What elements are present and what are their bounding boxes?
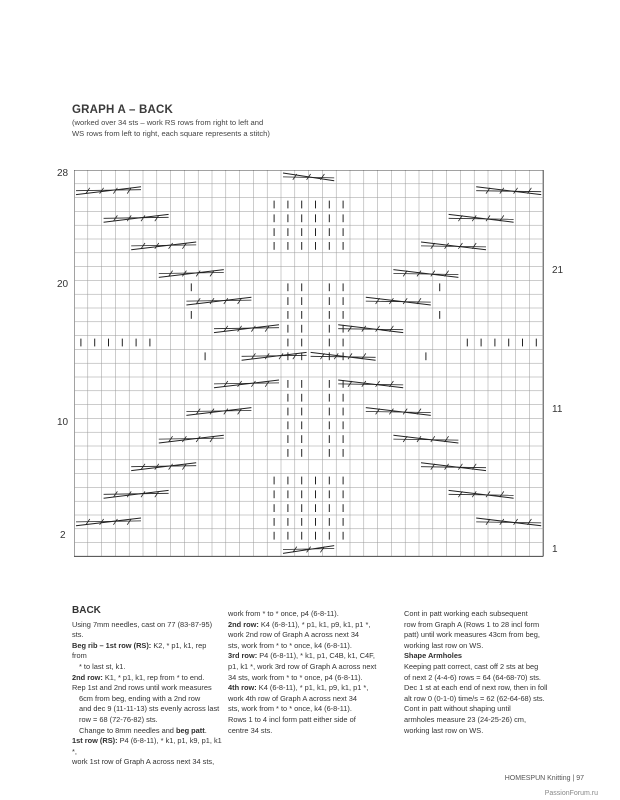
- graph-note-line-2: WS rows from left to right, each square represents a stitch): [72, 129, 270, 138]
- row-label-1: 1: [552, 544, 558, 555]
- stitch-graph: [74, 170, 544, 558]
- c3-line: Keeping patt correct, cast off 2 sts at beg: [404, 661, 539, 671]
- c3-line: armholes measure 23 (24-25-26) cm,: [404, 714, 526, 724]
- cable-symbol: [214, 383, 279, 384]
- row-label-10: 10: [57, 417, 69, 428]
- cable-symbol: [76, 190, 141, 191]
- cable-symbol: [242, 355, 307, 356]
- c3-line: row from Graph A (Rows 1 to 28 incl form: [404, 619, 540, 629]
- c2-line: sts, work from * to * once, k4 (6-8-11).: [228, 640, 352, 650]
- page-footer: HOMESPUN Knitting | 97: [504, 775, 584, 782]
- rib-text: K2, * p1, k1, rep from: [72, 640, 207, 661]
- cable-symbol: [449, 218, 514, 219]
- graph-note-line-1: (worked over 34 sts – work RS rows from right to left and: [72, 118, 264, 127]
- rib-heading: Beg rib – 1st row (RS):: [72, 640, 152, 650]
- armholes-heading: Shape Armholes: [404, 651, 463, 661]
- c3-line: working last row on WS.: [404, 725, 484, 735]
- c2-line: p1, k1 *, work 3rd row of Graph A across next: [228, 661, 377, 671]
- back-heading: BACK: [72, 605, 101, 616]
- cable-symbol: [186, 411, 251, 412]
- c2-row4-heading: 4th row:: [228, 683, 257, 693]
- cable-symbol: [366, 301, 431, 302]
- c3-line: Dec 1 st at each end of next row, then in foll: [404, 683, 548, 693]
- column-1: [72, 606, 222, 768]
- cable-symbol: [366, 412, 431, 413]
- cable-symbol: [159, 438, 224, 439]
- c3-line: Cont in patt without shaping until: [404, 704, 511, 714]
- cable-symbol: [476, 522, 541, 523]
- row-label-11: 11: [552, 404, 563, 415]
- watermark: PassionForum.ru: [544, 790, 598, 797]
- c3-line: patt) until work measures 43cm from beg,: [404, 630, 540, 640]
- row-label-2: 2: [60, 530, 66, 541]
- cable-symbol: [449, 494, 514, 495]
- graph-note: [72, 117, 332, 139]
- cable-symbol: [159, 273, 224, 274]
- cable-symbol: [131, 245, 196, 246]
- cable-symbol: [76, 521, 141, 522]
- row2-text: K1, * p1, k1, rep from * to end.: [102, 672, 205, 682]
- row1-text: P4 (6-8-11), * k1, p1, k9, p1, k1 *,: [72, 736, 222, 756]
- cable-symbol: [338, 329, 403, 330]
- rep-text: Rep 1st and 2nd rows until work measures: [72, 683, 212, 693]
- cable-symbol: [104, 217, 169, 218]
- graph-title: GRAPH A – BACK: [72, 104, 173, 116]
- rep-text-2: 6cm from beg, ending with a 2nd row: [79, 693, 201, 703]
- c2-line: K4 (6-8-11), * p1, k1, p9, k1, p1 *,: [258, 619, 371, 629]
- c2-row2-heading: 2nd row:: [228, 619, 259, 629]
- cable-symbol: [393, 274, 458, 275]
- c3-line: alt row 0 (0-1-0) time/s = 62 (62-64-68) sts.: [404, 693, 545, 703]
- cast-on-text: Using 7mm needles, cast on 77 (83-87-95) sts.: [72, 619, 213, 640]
- rib-text-2: * to last st, k1.: [79, 661, 126, 671]
- c3-line: working last row on WS.: [404, 640, 484, 650]
- cable-symbol: [338, 384, 403, 385]
- change-text: Change to 8mm needles and: [79, 725, 176, 735]
- c2-row3-heading: 3rd row:: [228, 651, 258, 661]
- row2-heading: 2nd row:: [72, 672, 103, 682]
- beg-patt: beg patt: [175, 725, 205, 735]
- c2-line: work 2nd row of Graph A across next 34: [228, 630, 360, 640]
- c2-line: centre 34 sts.: [228, 725, 273, 735]
- cable-symbol: [393, 439, 458, 440]
- column-2: [228, 609, 388, 736]
- cable-symbol: [104, 493, 169, 494]
- row-label-21: 21: [552, 265, 564, 276]
- row-label-20: 20: [57, 279, 69, 290]
- cable-symbol: [421, 246, 486, 247]
- cable-symbol: [476, 191, 541, 192]
- cable-symbol: [131, 466, 196, 467]
- cable-symbol: [214, 328, 279, 329]
- c2-line: 34 sts, work from * to * once, p4 (6-8-11).: [228, 672, 363, 682]
- column-3: [404, 609, 564, 736]
- c2-line: sts, work from * to * once, k4 (6-8-11).: [228, 704, 352, 714]
- c2-line: Rows 1 to 4 incl form patt either side of: [228, 714, 356, 724]
- rep-text-3: and dec 9 (11-11-13) sts evenly across last: [79, 704, 220, 714]
- row1-heading: 1st row (RS):: [72, 736, 118, 746]
- rep-text-4: row = 68 (72-76-82) sts.: [79, 714, 158, 724]
- c2-line: work 4th row of Graph A across next 34: [228, 693, 357, 703]
- c2-line: P4 (6-8-11), * k1, p1, C4B, k1, C4F,: [257, 651, 375, 661]
- c2-line: K4 (6-8-11), * p1, k1, p9, k1, p1 *,: [256, 683, 369, 693]
- change-text-end: .: [204, 725, 207, 735]
- row1-text-2: work 1st row of Graph A across next 34 sts,: [72, 757, 215, 767]
- c2-line: work from * to * once, p4 (6-8-11).: [228, 609, 339, 618]
- cable-symbol: [421, 467, 486, 468]
- row-label-28: 28: [57, 168, 69, 179]
- cable-symbol: [186, 300, 251, 301]
- c3-line: Cont in patt working each subsequent: [404, 609, 528, 618]
- c3-line: of next 2 (4-4-6) rows = 64 (64-68-70) sts.: [404, 672, 541, 682]
